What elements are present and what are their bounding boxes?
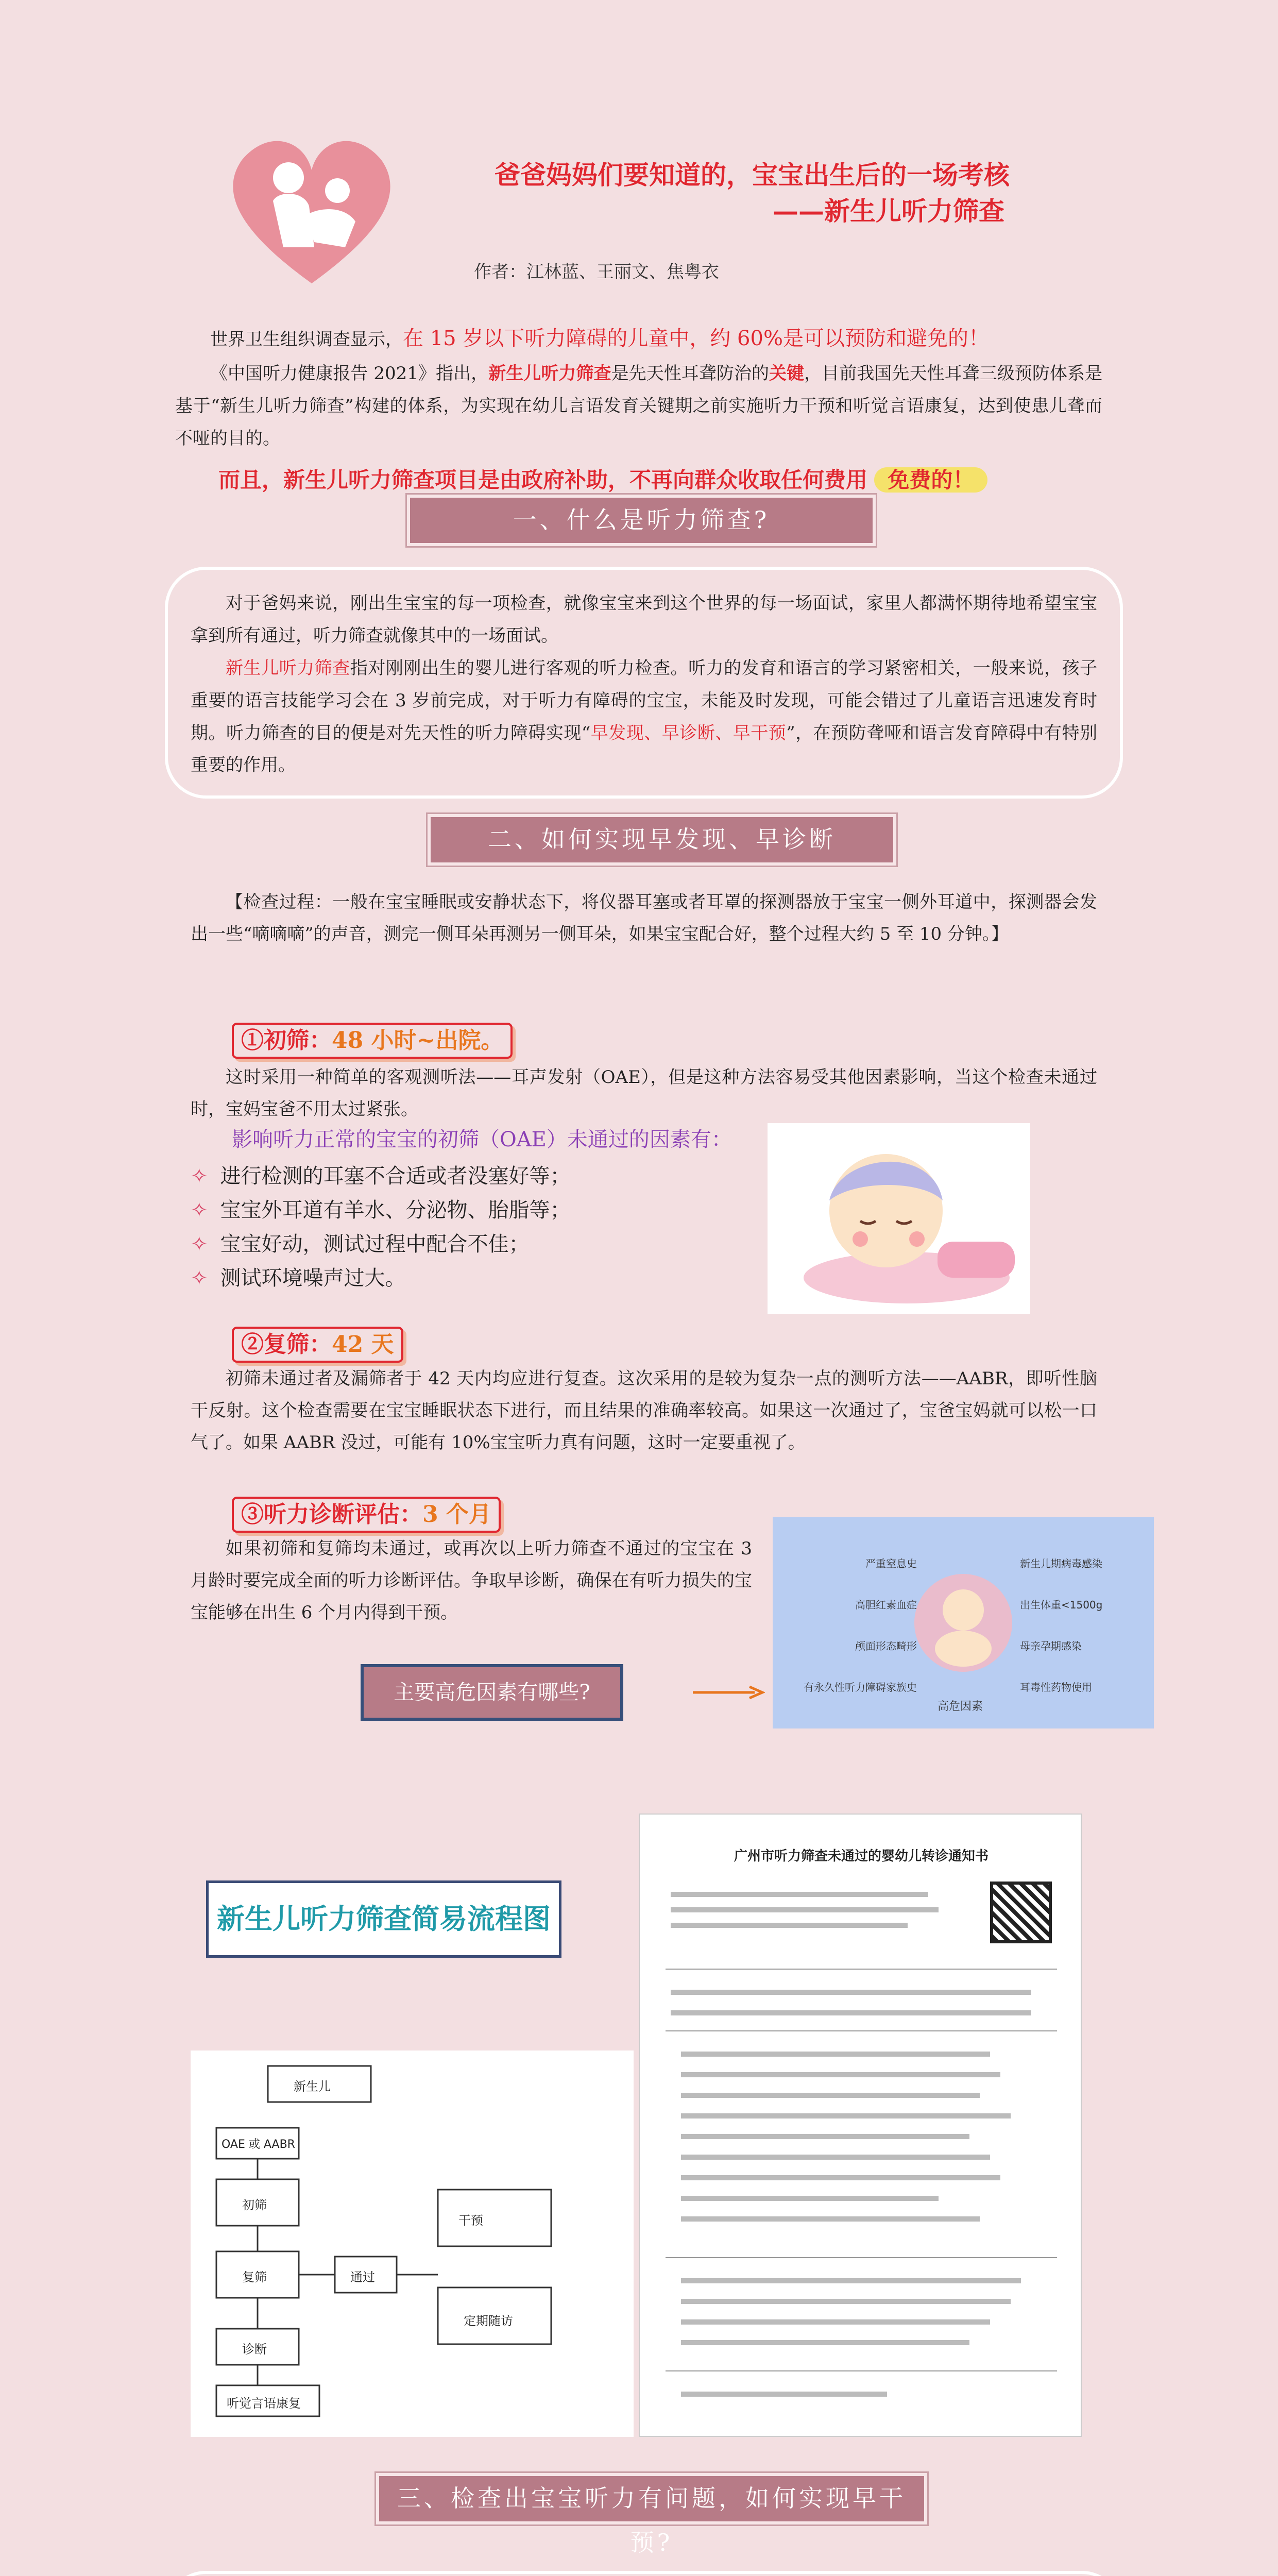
factor-item-text: 宝宝外耳道有羊水、分泌物、胎脂等； (220, 1198, 571, 1222)
factor-item: ✧ 宝宝好动，测试过程中配合不佳； (191, 1232, 530, 1256)
risk-item: 母亲孕期感染 (1020, 1640, 1082, 1652)
step-1-text: 这时采用一种简单的客观测听法——耳声发射（OAE），但是这种方法容易受其他因素影响，当这个检查未通过时，宝妈宝爸不用太过紧张。 (191, 1067, 1097, 1120)
flowchart-diagram (191, 2050, 634, 2437)
section-1-title: 一、什么是听力筛查? (407, 495, 876, 546)
intro-p2-text-a: 《中国听力健康报告 2021》指出， (210, 363, 489, 384)
page-subtitle: ——新生儿听力筛查 (773, 196, 1004, 226)
flow-node: OAE 或 AABR (221, 2138, 295, 2151)
factor-item-text: 宝宝好动，测试过程中配合不佳； (220, 1232, 530, 1256)
intro-paragraph-3 (175, 460, 1102, 500)
intro-p1-highlight: 在 15 岁以下听力障碍的儿童中，约 60%是可以预防和避免的！ (403, 327, 989, 350)
intro-paragraph-2 (175, 358, 1102, 455)
factor-item: ✧ 进行检测的耳塞不合适或者没塞好等； (191, 1164, 571, 1188)
flowchart-title (206, 1880, 561, 1958)
section-3-title: 三、检查出宝宝听力有问题，如何实现早干预? (376, 2473, 927, 2524)
factor-item-text: 进行检测的耳塞不合适或者没塞好等； (220, 1164, 571, 1188)
risk-right-list (1020, 1543, 1144, 1708)
section-1-paragraph-1: 对于爸妈来说，刚出生宝宝的每一项检查，就像宝宝来到这个世界的每一场面试，家里人都满怀期待地希望宝宝拿到所有通过，听力筛查就像其中的一场面试。 (191, 593, 1097, 646)
intro-p3-text: 而且，新生儿听力筛查项目是由政府补助，不再向群众收取任何费用 (218, 467, 868, 493)
factor-item: ✧ 测试环境噪声过大。 (191, 1266, 406, 1290)
flow-node: 定期随访 (464, 2314, 513, 2328)
section-3-box (165, 2571, 1123, 2576)
factors-title: 影响听力正常的宝宝的初筛（OAE）未通过的因素有： (232, 1128, 732, 1151)
flow-node: 初筛 (242, 2198, 267, 2212)
factor-item: ✧ 宝宝外耳道有羊水、分泌物、胎脂等； (191, 1198, 571, 1222)
risk-factors-button[interactable]: 主要高危因素有哪些? (361, 1664, 623, 1721)
flow-node: 通过 (350, 2270, 375, 2284)
intro-p2-highlight-a: 新生儿听力筛查 (488, 363, 611, 384)
step-2-label-time: 42 天 (332, 1331, 394, 1358)
risk-item: 高胆红素血症 (855, 1599, 917, 1611)
intro-section (175, 319, 1102, 500)
flow-node: 新生儿 (294, 2079, 331, 2094)
section-2-intro: 【检查过程：一般在宝宝睡眠或安静状态下，将仪器耳塞或者耳罩的探测器放于宝宝一侧外耳道中，探测器会发出一些“嘀嘀嘀”的声音，测完一侧耳朵再测另一侧耳朵，如果宝宝配合好，整个过程大约 5 至 10 分钟。】 (191, 892, 1097, 944)
intro-p2-highlight-b: 关键 (769, 363, 805, 384)
intro-p2-text-b: 是先天性耳聋防治的 (611, 363, 770, 384)
step-2-label (232, 1327, 403, 1363)
flow-node: 诊断 (242, 2342, 267, 2357)
sleeping-baby-illustration (768, 1123, 1030, 1314)
factors-list (191, 1159, 757, 1295)
page-title: 爸爸妈妈们要知道的，宝宝出生后的一场考核 (495, 160, 1010, 190)
section-1-text-b: 指对刚刚出生的婴儿进行客观的听力检查。听力的发育和语言的学习紧密相关，一般来说，孩子重要的语言技能学习会在 3 岁前完成，对于听力有障碍的宝宝，未能及时发现，可能会错过了儿童语言迅速发育时期。听力筛查的目的便是对先天性的听力障碍实现“ (191, 657, 1098, 743)
risk-factors-diagram (773, 1517, 1154, 1728)
section-2-title: 二、如何实现早发现、早诊断 (428, 814, 896, 866)
logo-heart (227, 129, 397, 289)
step-3-label-time: 3 个月 (422, 1501, 491, 1528)
flow-node: 复筛 (242, 2270, 267, 2284)
factor-item-text: 测试环境噪声过大。 (220, 1266, 406, 1290)
risk-item: 耳毒性药物使用 (1020, 1681, 1092, 1693)
intro-p1-text: 世界卫生组织调查显示， (210, 329, 403, 350)
arrow-icon (693, 1685, 765, 1700)
flow-node: 干预 (458, 2213, 483, 2228)
intro-p2-text-c: ，目前我国先天性耳聋三级预防体系是基于“新生儿听力筛查”构建的体系，为实现在幼儿言语发育关键期之前实施听力干预和听觉言语康复，达到使患儿聋而不哑的目的。 (175, 363, 1103, 449)
step-1-label-text: ①初筛： (241, 1027, 332, 1054)
risk-item: 严重窒息史 (865, 1557, 917, 1570)
free-badge: 免费的！ (874, 467, 987, 493)
flow-node: 听觉言语康复 (227, 2396, 301, 2411)
risk-item: 出生体重<1500g (1020, 1599, 1103, 1611)
step-1-label (232, 1023, 513, 1059)
risk-item: 新生儿期病毒感染 (1020, 1557, 1102, 1570)
intro-paragraph-1 (175, 319, 1102, 358)
risk-item: 有永久性听力障碍家族史 (804, 1681, 917, 1693)
section-1-highlight-a: 新生儿听力筛查 (226, 657, 350, 679)
risk-left-list (793, 1543, 917, 1708)
section-1-highlight-c: 早发现、早诊断、早干预 (590, 722, 787, 743)
step-2-label-text: ②复筛： (241, 1331, 332, 1358)
form-title: 广州市听力筛查未通过的婴幼儿转诊通知书 (734, 1849, 989, 1864)
step-3-text: 如果初筛和复筛均未通过，或再次以上听力筛查不通过的宝宝在 3 月龄时要完成全面的听力诊断评估。争取早诊断，确保在有听力损失的宝宝能够在出生 6 个月内得到干预。 (191, 1538, 752, 1623)
section-1-content (191, 587, 1097, 782)
step-1-label-time: 48 小时~出院。 (332, 1027, 504, 1054)
flowchart-title-text: 新生儿听力筛查简易流程图 (217, 1903, 551, 1935)
risk-item: 颅面形态畸形 (855, 1640, 917, 1652)
risk-center-label: 高危因素 (938, 1700, 983, 1713)
step-2-text: 初筛未通过者及漏筛者于 42 天内均应进行复查。这次采用的是较为复杂一点的测听方法——AABR，即听性脑干反射。这个检查需要在宝宝睡眠状态下进行，而且结果的准确率较高。如果这一次通过了，宝爸宝妈就可以松一口气了。如果 AABR 没过，可能有 10%宝宝听力真有问题，这时一定要重视了。 (191, 1368, 1097, 1453)
authors: 作者：江林蓝、王丽文、焦粤衣 (474, 262, 719, 282)
step-3-label (232, 1497, 501, 1533)
section-1-paragraph-2 (191, 652, 1097, 782)
referral-notice-form (639, 1814, 1082, 2437)
section-1-text-d: ”，在预防聋哑和语言发育障碍中有特别重要的作用。 (191, 722, 1097, 776)
step-3-label-text: ③听力诊断评估： (241, 1501, 422, 1528)
qr-code-label: 二维码 (993, 1953, 1012, 1960)
